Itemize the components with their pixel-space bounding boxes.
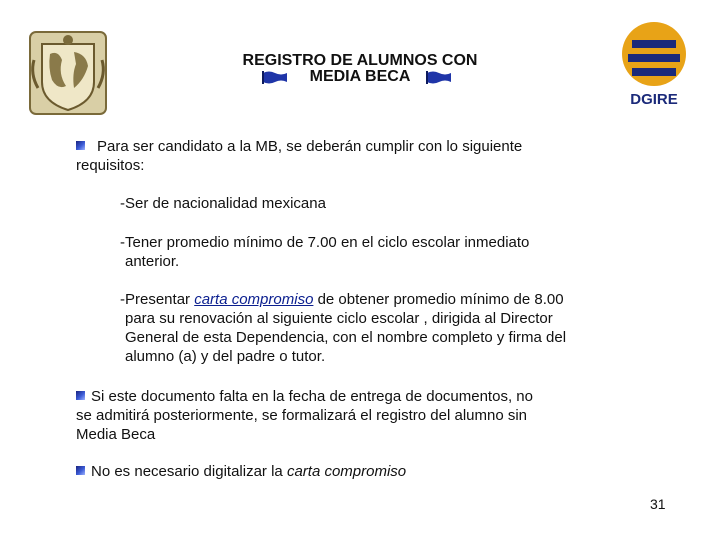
requirement-average-line2: anterior.: [125, 253, 180, 270]
square-bullet-icon: [76, 391, 85, 400]
requirement-commitment-letter: [120, 290, 640, 366]
digitize-note: [76, 462, 636, 481]
flag-right-icon: [426, 70, 452, 84]
intro-paragraph: [76, 137, 636, 175]
requirement-commitment-line4: alumno (a) y del padre o tutor.: [125, 348, 326, 365]
note1-line3: Media Beca: [76, 426, 156, 443]
dgire-logo-text: DGIRE: [630, 91, 678, 108]
slide-title-line1: REGISTRO DE ALUMNOS CON: [242, 52, 478, 69]
flag-left-icon: [262, 70, 288, 84]
requirement-commitment-line2: para su renovación al siguiente ciclo escolar , dirigida al Director: [125, 310, 553, 327]
slide-title-line2: MEDIA BECA: [309, 68, 411, 85]
requirement-nationality: -Ser de nacionalidad mexicana: [120, 195, 326, 212]
missing-document-note: [76, 387, 641, 444]
requirement-average: [120, 233, 640, 271]
intro-text-line2: requisitos:: [76, 157, 145, 174]
intro-text-line1: Para ser candidato a la MB, se deberán cumplir con lo siguiente: [97, 138, 523, 155]
carta-compromiso-link[interactable]: carta compromiso: [194, 291, 314, 308]
requirement-commitment-prefix: -Presentar: [120, 291, 195, 308]
requirement-commitment-rest: de obtener promedio mínimo de 8.00: [313, 291, 564, 308]
page-number: 31: [650, 496, 666, 512]
note1-line2: se admitirá posteriormente, se formalizará el registro del alumno sin: [76, 407, 528, 424]
requirement-commitment-line3: General de esta Dependencia, con el nombre completo y firma del: [125, 329, 567, 346]
square-bullet-icon: [76, 466, 85, 475]
note1-line1: Si este documento falta en la fecha de entrega de documentos, no: [91, 388, 533, 405]
square-bullet-icon: [76, 141, 85, 150]
note2-italic: carta compromiso: [286, 463, 407, 480]
requirement-average-line1: -Tener promedio mínimo de 7.00 en el ciclo escolar inmediato: [120, 234, 530, 251]
note2-prefix: No es necesario digitalizar la: [91, 463, 287, 480]
